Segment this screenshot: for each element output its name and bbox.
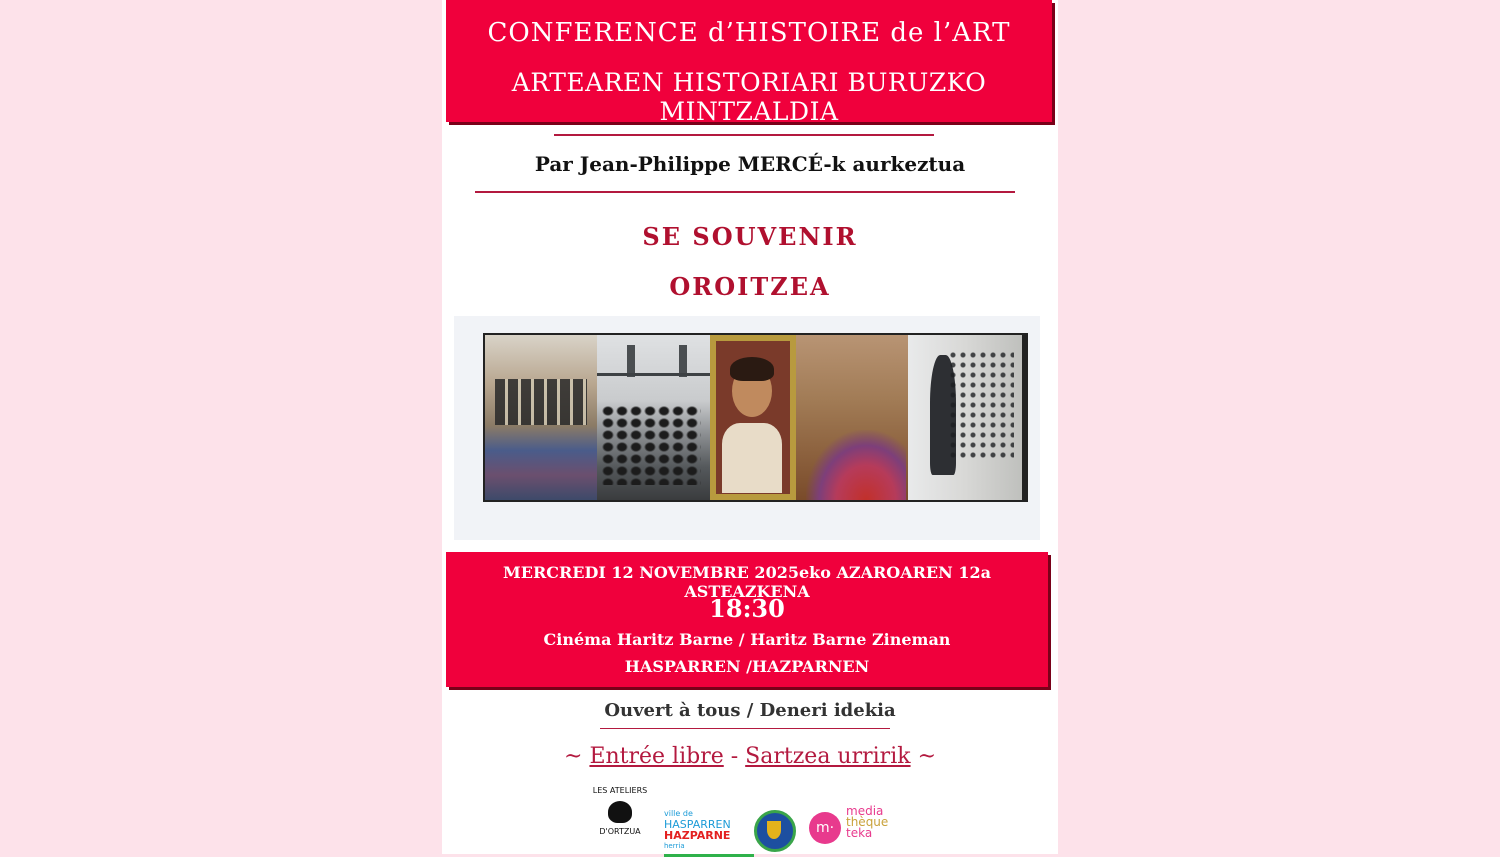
artwork-strip: [483, 333, 1028, 502]
event-venue: Cinéma Haritz Barne / Haritz Barne Zineman: [543, 630, 951, 649]
byline: Par Jean-Philippe MERCÉ-k aurkeztua: [534, 152, 966, 176]
event-time: 18:30: [709, 594, 785, 623]
talk-title-french: SE SOUVENIR: [642, 222, 858, 251]
ville-hasparren-logo: ville de HASPARREN HAZPARNE herria: [664, 808, 754, 857]
cat-icon: [608, 801, 632, 823]
artwork-image: [454, 316, 1040, 540]
header-title-basque: ARTEAREN HISTORIARI BURUZKO MINTZALDIA: [511, 68, 987, 126]
artwork-panel-bridge-shoes: [597, 335, 710, 500]
sponsor-logos: [442, 782, 1058, 854]
event-date: MERCREDI 12 NOVEMBRE 2025eko AZAROAREN 12a ASTEAZKENA: [503, 563, 991, 601]
open-underline: [600, 728, 890, 729]
mediatheque-m-icon: m·: [809, 812, 841, 844]
artwork-panel-memorial: [485, 335, 597, 500]
tilde-left: ~: [564, 744, 583, 769]
free-entry-basque: Sartzea urririk: [745, 744, 911, 769]
free-entry-french: Entrée libre: [589, 744, 724, 769]
event-details-banner: [446, 552, 1048, 687]
talk-title-basque: OROITZEA: [669, 272, 831, 301]
divider-top: [554, 134, 934, 136]
free-entry: [442, 744, 1058, 769]
artwork-panel-candy-pile: [796, 335, 908, 500]
header-title-french: CONFERENCE d’HISTOIRE de l’ART: [487, 18, 1011, 48]
free-entry-separator: -: [723, 744, 746, 769]
artwork-panel-portrait: [710, 335, 796, 500]
event-town: HASPARREN /HAZPARNEN: [624, 657, 870, 676]
mediatheque-logo: media thèque teka: [846, 804, 889, 840]
ateliers-ortzua-logo: LES ATELIERS D'ORTZUA: [592, 786, 648, 836]
tilde-right: ~: [917, 744, 936, 769]
poster: [442, 0, 1058, 854]
artwork-panel-silhouette: [908, 335, 1022, 500]
header-banner: [446, 0, 1052, 126]
town-crest-icon: [754, 810, 796, 852]
divider-bottom: [475, 191, 1015, 193]
open-to-all: Ouvert à tous / Deneri idekia: [604, 700, 896, 721]
